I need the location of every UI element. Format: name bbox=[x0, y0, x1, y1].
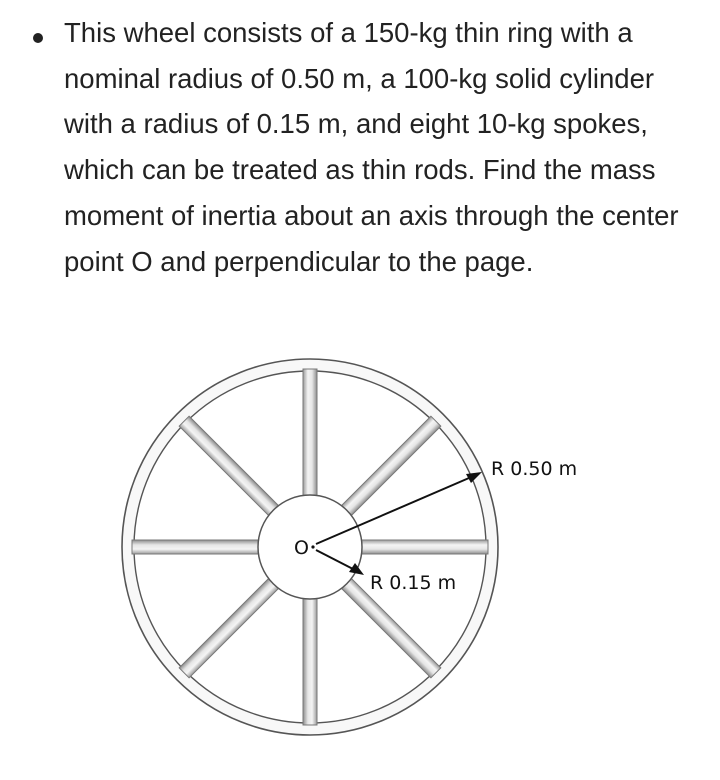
wheel-diagram bbox=[120, 355, 620, 775]
spoke bbox=[303, 593, 317, 725]
problem-text: This wheel consists of a 150-kg thin ring with a nominal radius of 0.50 m, a 100-kg solid cylinder with a radius of 0.15 m, and eight 10-kg spokes, which can be treated as thin rods. Find the mass moment of inertia about an axis through the center point O and perpendicular to the page. bbox=[64, 17, 679, 277]
center-label: O bbox=[294, 537, 309, 559]
center-point bbox=[311, 545, 314, 548]
spoke bbox=[132, 540, 264, 554]
spoke bbox=[356, 540, 488, 554]
hub-cylinder bbox=[258, 495, 362, 599]
spoke bbox=[303, 369, 317, 501]
bullet-point bbox=[33, 33, 43, 43]
inner-radius-label: R 0.15 m bbox=[370, 572, 457, 594]
wheel-figure bbox=[120, 355, 620, 775]
outer-radius-label: R 0.50 m bbox=[491, 458, 578, 480]
